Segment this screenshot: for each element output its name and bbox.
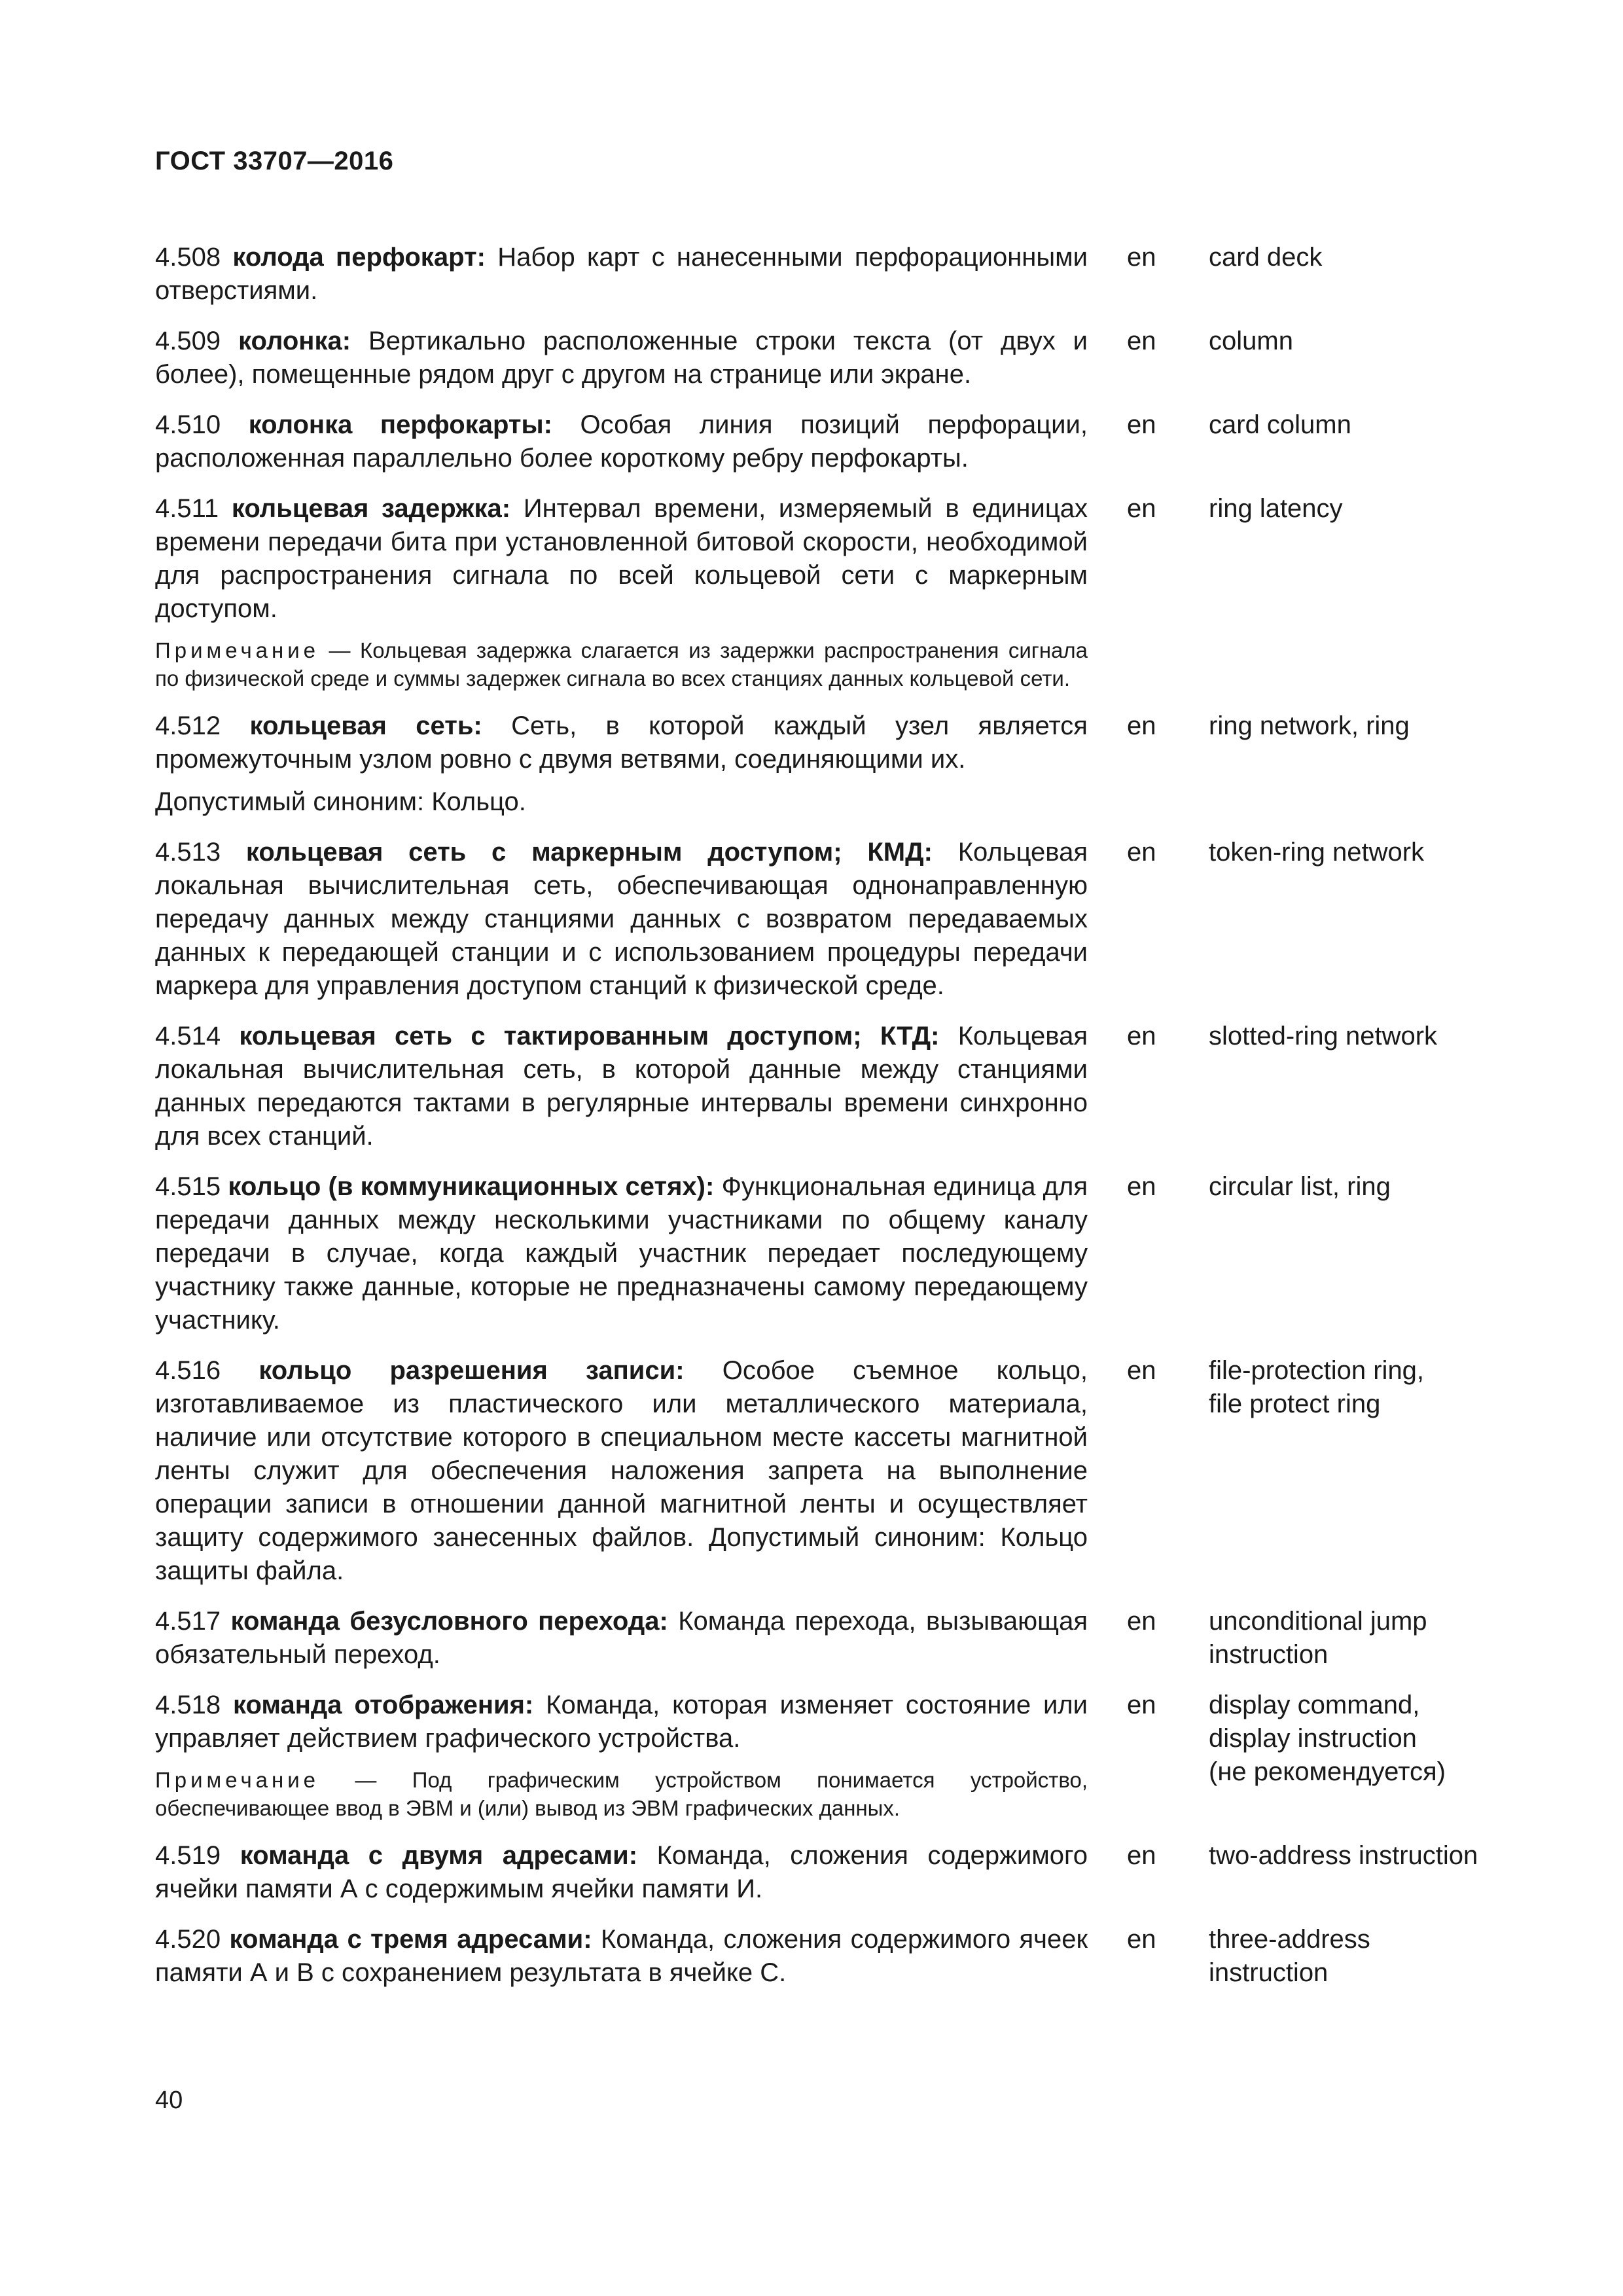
term-name: кольцевая задержка:: [231, 494, 511, 523]
term-definition: Команда перехода, вызывающая обязательный переход.: [155, 1607, 1088, 1669]
language-code: en: [1127, 327, 1156, 355]
term-definition: Особая линия позиций перфорации, расположенная параллельно более короткому ребру перфокарты.: [155, 410, 1088, 473]
page-number: 40: [155, 2087, 183, 2114]
term-number: 4.516: [155, 1356, 221, 1385]
equivalent-line: card column: [1209, 410, 1351, 439]
term-definition-block: [155, 492, 1088, 692]
term-number: 4.517: [155, 1607, 221, 1636]
definition-paragraph: [155, 1839, 1088, 1906]
term-entry: [155, 241, 1497, 308]
term-note: [155, 1766, 1088, 1822]
english-equivalent: [1209, 492, 1497, 692]
language-code: en: [1127, 838, 1156, 867]
definition-paragraph: [155, 408, 1088, 475]
definition-paragraph: [155, 1689, 1088, 1755]
definition-paragraph: [155, 325, 1088, 391]
language-code: en: [1127, 1691, 1156, 1719]
term-name: колонка перфокарты:: [248, 410, 552, 439]
note-text: — Под графическим устройством понимается устройство, обеспечивающее ввод в ЭВМ и (или) вывод из ЭВМ графических данных.: [155, 1768, 1088, 1820]
equivalent-line: card deck: [1209, 243, 1323, 272]
term-definition: Функциональная единица для передачи данных между несколькими участниками по общему каналу передачи в случае, когда каждый участник передает последующему участнику также данные, которые не предназначены самому передающему участнику.: [155, 1172, 1088, 1335]
term-name: команда безусловного перехода:: [230, 1607, 668, 1636]
term-entry: [155, 1020, 1497, 1153]
english-equivalent: [1209, 1605, 1497, 1672]
note-text: — Кольцевая задержка слагается из задержки распространения сигнала по физической среде и суммы задержек сигнала во всех станциях данных кольцевой сети.: [155, 638, 1088, 691]
term-name: кольцо (в коммуникационных сетях):: [228, 1172, 715, 1201]
english-equivalent: [1209, 1354, 1497, 1588]
equivalent-line: ring latency: [1209, 494, 1343, 523]
term-number: 4.510: [155, 410, 221, 439]
term-number: 4.509: [155, 327, 221, 355]
equivalent-line: display command,: [1209, 1691, 1420, 1719]
term-definition: Кольцевая локальная вычислительная сеть, обеспечивающая однонаправленную передачу данных между станциями данных с возвратом передаваемых данных к передающей станции и с использованием процедуры передачи маркера для управления доступом станций к физической среде.: [155, 838, 1088, 1000]
definition-paragraph: [155, 836, 1088, 1003]
term-definition: Команда, которая изменяет состояние или управляет действием графического устройства.: [155, 1691, 1088, 1753]
term-number: 4.520: [155, 1925, 221, 1954]
english-equivalent: [1209, 1923, 1497, 1990]
equivalent-line: file-protection ring,: [1209, 1356, 1425, 1385]
language-code: en: [1127, 410, 1156, 439]
term-definition: Сеть, в которой каждый узел является промежуточным узлом ровно с двумя ветвями, соединяющими их.: [155, 711, 1088, 774]
term-name: кольцевая сеть с маркерным доступом; КМД:: [245, 838, 933, 867]
english-equivalent: [1209, 325, 1497, 391]
term-number: 4.511: [155, 494, 219, 523]
language-code: en: [1127, 1925, 1156, 1954]
equivalent-line: circular list, ring: [1209, 1172, 1391, 1201]
term-definition-block: [155, 325, 1088, 391]
term-entry: [155, 836, 1497, 1003]
language-code: en: [1127, 1172, 1156, 1201]
definition-paragraph: [155, 1170, 1088, 1337]
term-number: 4.512: [155, 711, 221, 740]
term-definition: Команда, сложения содержимого ячеек памяти А и В с сохранением результата в ячейке С.: [155, 1925, 1088, 1987]
term-definition-block: [155, 1839, 1088, 1906]
term-entry: [155, 492, 1497, 692]
term-definition-block: [155, 1605, 1088, 1672]
equivalent-line: token-ring network: [1209, 838, 1425, 867]
english-equivalent: [1209, 408, 1497, 475]
equivalent-line: two-address instruction: [1209, 1841, 1478, 1870]
note-label: Примечание: [155, 638, 320, 662]
term-name: кольцевая сеть с тактированным доступом; КТД:: [239, 1022, 940, 1050]
english-equivalent: [1209, 836, 1497, 1003]
definition-paragraph: [155, 709, 1088, 776]
equivalent-line: three-address: [1209, 1925, 1370, 1954]
language-code: en: [1127, 494, 1156, 523]
language-code: en: [1127, 1607, 1156, 1636]
term-name: команда с двумя адресами:: [240, 1841, 638, 1870]
language-code: en: [1127, 1356, 1156, 1385]
term-entry: [155, 1605, 1497, 1672]
term-note: [155, 636, 1088, 692]
term-number: 4.513: [155, 838, 221, 867]
definition-paragraph: [155, 492, 1088, 626]
language-code: en: [1127, 1022, 1156, 1050]
term-definition: Вертикально расположенные строки текста (от двух и более), помещенные рядом друг с другом на странице или экране.: [155, 327, 1088, 389]
definition-paragraph: [155, 1020, 1088, 1153]
language-code: en: [1127, 243, 1156, 272]
english-equivalent: [1209, 1020, 1497, 1153]
term-definition-block: [155, 836, 1088, 1003]
term-name: кольцо разрешения записи:: [259, 1356, 685, 1385]
english-equivalent: [1209, 1839, 1497, 1906]
term-name: команда с тремя адресами:: [229, 1925, 592, 1954]
term-entry: [155, 1839, 1497, 1906]
term-definition-block: [155, 1170, 1088, 1337]
term-entry: [155, 709, 1497, 819]
term-definition: Команда, сложения содержимого ячейки памяти А с содержимым ячейки памяти И.: [155, 1841, 1088, 1903]
term-entry: [155, 1354, 1497, 1588]
equivalent-line: instruction: [1209, 1640, 1329, 1669]
term-definition: Интервал времени, измеряемый в единицах времени передачи бита при установленной битовой скорости, необходимой для распространения сигнала по всей кольцевой сети с маркерным доступом.: [155, 494, 1088, 623]
term-name: колонка:: [238, 327, 351, 355]
term-number: 4.508: [155, 243, 221, 272]
equivalent-line: display instruction: [1209, 1724, 1417, 1753]
equivalent-line: instruction: [1209, 1958, 1329, 1987]
term-entry: [155, 1923, 1497, 1990]
term-definition-block: [155, 241, 1088, 308]
term-name: колода перфокарт:: [232, 243, 486, 272]
english-equivalent: [1209, 1689, 1497, 1822]
equivalent-line: (не рекомендуется): [1209, 1757, 1446, 1786]
definition-paragraph: [155, 241, 1088, 308]
term-definition-block: [155, 1354, 1088, 1588]
english-equivalent: [1209, 1170, 1497, 1337]
term-number: 4.519: [155, 1841, 221, 1870]
term-number: 4.518: [155, 1691, 221, 1719]
language-code: en: [1127, 1841, 1156, 1870]
term-entry: [155, 325, 1497, 391]
english-equivalent: [1209, 709, 1497, 819]
note-label: Примечание: [155, 1768, 320, 1792]
term-entry: [155, 408, 1497, 475]
equivalent-line: ring network, ring: [1209, 711, 1410, 740]
english-equivalent: [1209, 241, 1497, 308]
definition-paragraph: [155, 1605, 1088, 1672]
equivalent-line: slotted-ring network: [1209, 1022, 1438, 1050]
document-header: ГОСТ 33707—2016: [155, 147, 394, 175]
term-number: 4.515: [155, 1172, 221, 1201]
equivalent-line: column: [1209, 327, 1293, 355]
term-entry: [155, 1689, 1497, 1822]
term-number: 4.514: [155, 1022, 221, 1050]
term-name: кольцевая сеть:: [249, 711, 482, 740]
term-definition-block: [155, 1923, 1088, 1990]
term-definition: Кольцевая локальная вычислительная сеть, в которой данные между станциями данных передаются тактами в регулярные интервалы времени синхронно для всех станций.: [155, 1022, 1088, 1151]
definition-paragraph: [155, 1354, 1088, 1588]
equivalent-line: file protect ring: [1209, 1390, 1381, 1418]
term-definition-block: [155, 408, 1088, 475]
term-definition: Набор карт с нанесенными перфорационными отверстиями.: [155, 243, 1088, 305]
term-definition-block: [155, 1689, 1088, 1822]
definition-paragraph: [155, 1923, 1088, 1990]
term-entry: [155, 1170, 1497, 1337]
equivalent-line: unconditional jump: [1209, 1607, 1427, 1636]
terms-list: [155, 241, 1497, 2007]
term-definition-block: [155, 709, 1088, 819]
term-definition-block: [155, 1020, 1088, 1153]
term-definition: Особое съемное кольцо, изготавливаемое из пластического или металлического материала, наличие или отсутствие которого в специальном месте кассеты магнитной ленты служит для обеспечения наложения запрета на выполнение операции записи в отношении данной магнитной ленты и осуществляет защиту содержимого занесенных файлов. Допустимый синоним: Кольцо защиты файла.: [155, 1356, 1088, 1585]
term-name: команда отображения:: [233, 1691, 534, 1719]
language-code: en: [1127, 711, 1156, 740]
term-synonym: Допустимый синоним: Кольцо.: [155, 787, 526, 816]
